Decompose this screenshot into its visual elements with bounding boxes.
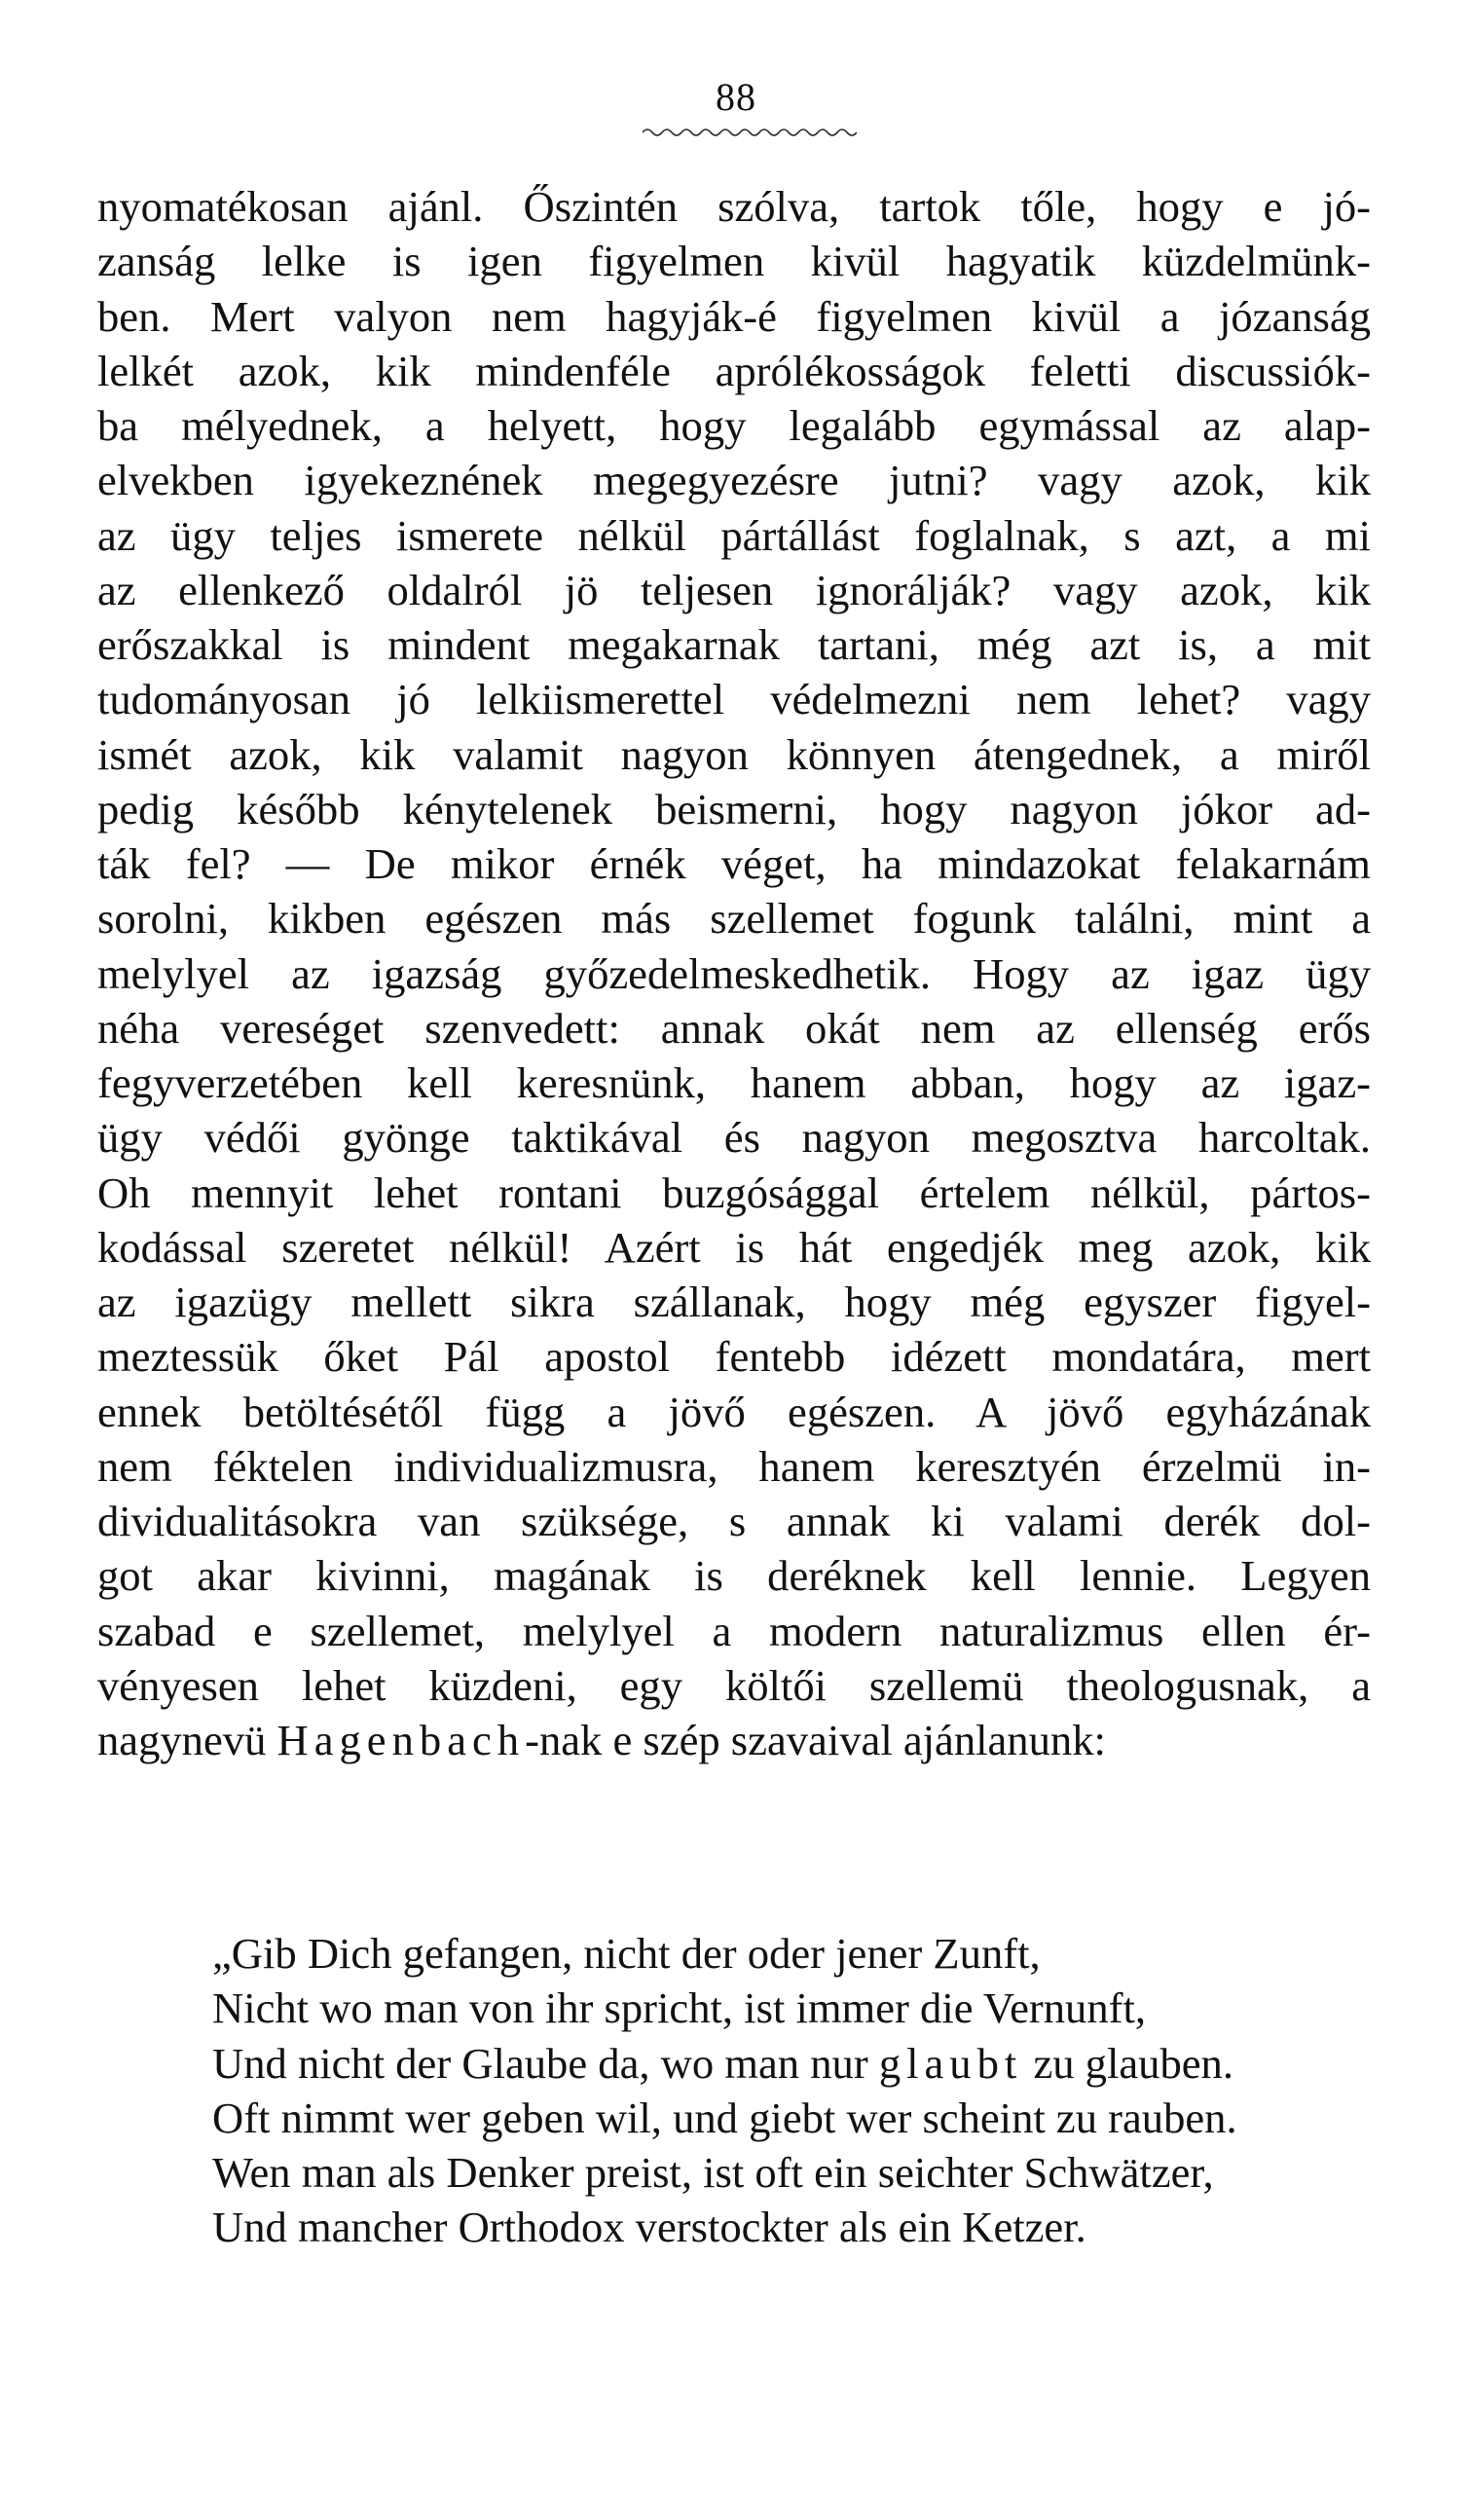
poem-line: Oft nimmt wer geben wil, und giebt wer scheint zu rauben. bbox=[212, 2093, 1237, 2142]
last-line-after: -nak e szép szavaival ajánlanunk: bbox=[525, 1716, 1106, 1764]
text-line: melylyel az igazság győzedelmeskedhetik. Hogy az igaz ügy bbox=[97, 948, 1371, 998]
text-line: zanság lelke is igen figyelmen kivül hagyatik küzdelmünk- bbox=[97, 237, 1371, 286]
text-line: az ügy teljes ismerete nélkül pártállást foglalnak, s azt, a mi bbox=[97, 510, 1371, 560]
text-line: ügy védői gyönge taktikával és nagyon megosztva harcoltak. bbox=[97, 1113, 1371, 1163]
text-line: sorolni, kikben egészen más szellemet fogunk találni, mint a bbox=[97, 894, 1371, 944]
text-line: pedig később kénytelenek beismerni, hogy nagyon jókor ad- bbox=[97, 784, 1371, 834]
poem-line: Wen man als Denker preist, ist oft ein seichter Schwätzer, bbox=[212, 2148, 1214, 2197]
text-line: ba mélyednek, a helyett, hogy legalább egymással az alap- bbox=[97, 401, 1371, 450]
text-line: ben. Mert valyon nem hagyják-é figyelmen kivül a józanság bbox=[97, 291, 1371, 341]
poem-line3-before: Und nicht der Glaube da, wo man nur bbox=[212, 2038, 879, 2088]
text-line: szabad e szellemet, melylyel a modern naturalizmus ellen ér- bbox=[97, 1606, 1371, 1655]
text-line: elvekben igyekeznének megegyezésre jutni? vagy azok, kik bbox=[97, 456, 1371, 505]
page-number: 88 bbox=[716, 75, 756, 119]
text-line: nem féktelen individualizmusra, hanem keresztyén érzelmü in- bbox=[97, 1441, 1371, 1491]
text-line: nyomatékosan ajánl. Őszintén szólva, tartok tőle, hogy e jó- bbox=[97, 182, 1371, 231]
quoted-poem bbox=[212, 1926, 1380, 2255]
poem-spaced-word: glaubt bbox=[878, 2038, 1023, 2088]
poem-line bbox=[212, 2036, 1380, 2091]
text-line: ták fel? — De mikor érnék véget, ha mindazokat felakarnám bbox=[97, 839, 1371, 888]
text-line: lelkét azok, kik mindenféle aprólékosságok feletti discussiók- bbox=[97, 346, 1371, 395]
text-line: az ellenkező oldalról jö teljesen ignorálják? vagy azok, kik bbox=[97, 565, 1371, 614]
text-line: néha vereséget szenvedett: annak okát nem az ellenség erős bbox=[97, 1003, 1371, 1053]
page-header bbox=[97, 76, 1375, 119]
text-line: Oh mennyit lehet rontani buzgósággal értelem nélkül, pártos- bbox=[97, 1167, 1371, 1217]
poem-line3-after: zu glauben. bbox=[1022, 2038, 1233, 2088]
text-line: vényesen lehet küzdeni, egy költői szellemü theologusnak, a bbox=[97, 1660, 1371, 1710]
text-line: ennek betöltésétől függ a jövő egészen. A jövő egyházának bbox=[97, 1387, 1371, 1436]
text-line: erőszakkal is mindent megakarnak tartani, még azt is, a mit bbox=[97, 620, 1371, 669]
last-line-before: nagynevü bbox=[97, 1716, 277, 1764]
text-line: meztessük őket Pál apostol fentebb idézett mondatára, mert bbox=[97, 1332, 1371, 1382]
text-line: fegyverzetében kell keresnünk, hanem abban, hogy az igaz- bbox=[97, 1058, 1371, 1107]
poem-line: Nicht wo man von ihr spricht, ist immer die Vernunft, bbox=[212, 1983, 1147, 2033]
poem-line: „Gib Dich gefangen, nicht der oder jener Zunft, bbox=[212, 1929, 1041, 1978]
main-paragraph bbox=[97, 179, 1371, 1767]
text-line: tudományosan jó lelkiismerettel védelmezni nem lehet? vagy bbox=[97, 675, 1371, 724]
text-line: kodással szeretet nélkül! Azért is hát engedjék meg azok, kik bbox=[97, 1222, 1371, 1272]
text-line: ismét azok, kik valamit nagyon könnyen átengednek, a miről bbox=[97, 729, 1371, 779]
text-line: dividualitásokra van szüksége, s annak ki valami derék dol- bbox=[97, 1497, 1371, 1545]
text-line: got akar kivinni, magának is deréknek kell lennie. Legyen bbox=[97, 1551, 1371, 1601]
text-line: az igazügy mellett sikra szállanak, hogy még egyszer figyel- bbox=[97, 1278, 1371, 1326]
author-name-spaced: Hagenbach bbox=[276, 1716, 526, 1764]
wavy-rule-ornament bbox=[643, 125, 857, 140]
text-line-last bbox=[97, 1713, 1371, 1767]
poem-line: Und mancher Orthodox verstockter als ein Ketzer. bbox=[212, 2203, 1086, 2252]
